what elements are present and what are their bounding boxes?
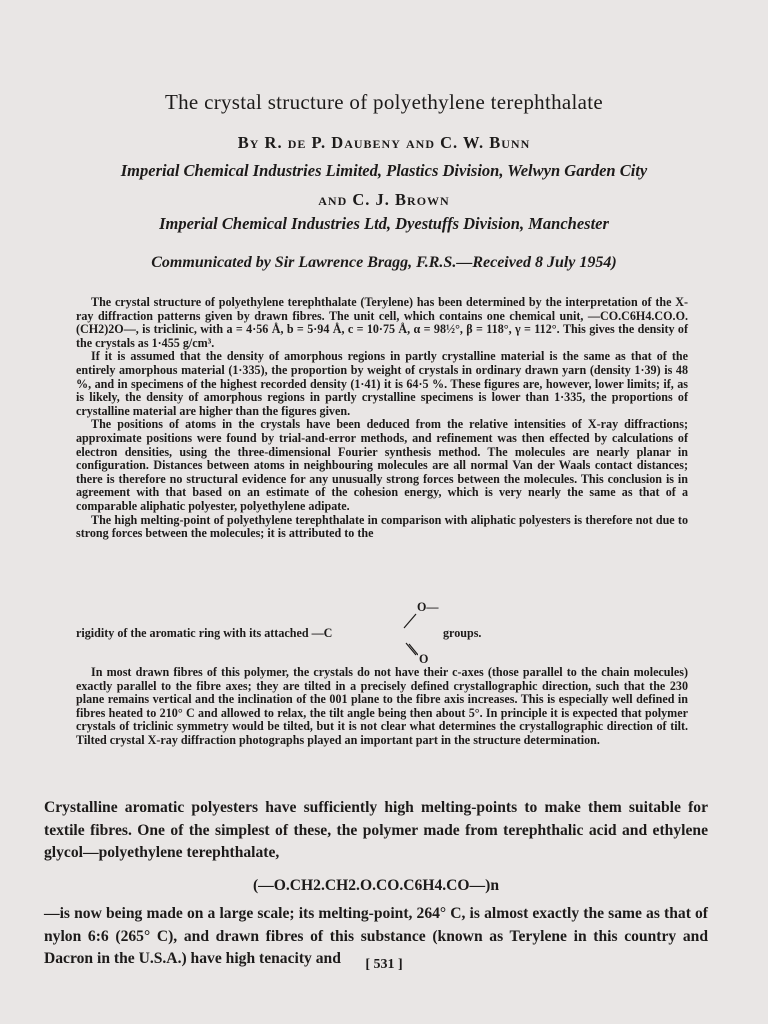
paper-title: The crystal structure of polyethylene terephthalate [164,90,604,114]
formula-text: rigidity of the aromatic ring with its attached —C [76,626,333,640]
communicated-line: Communicated by Sir Lawrence Bragg, F.R.S.—Received 8 July 1954) [151,254,617,271]
abstract-paragraph-3: The positions of atoms in the crystals have been deduced from the relative intensities of X-ray diffractions; approximate positions were found by trial-and-error methods, and refinement was then effected by calculations of electron densities, using the three-dimensional Fourier synthesis method. The molecules are nearly planar in configuration. Distances between atoms in neighbouring molecules are all normal Van der Waals contact distances; there is therefore no structural evidence for any unusually strong forces between the molecules. This conclusion is in agreement with that based on an estimate of the cohesion energy, which is very nearly the same as that of a comparable aliphatic polyester, polyethylene adipate. [76,417,688,513]
affiliation-1: Imperial Chemical Industries Limited, Plastics Division, Welwyn Garden City [120,161,648,180]
body-paragraph-2: —is now being made on a large scale; its melting-point, 264° C, is almost exactly the same as that of nylon 6:6 (265° C), and drawn fibres of this substance (known as Terylene in this country and Dacron in the U.S.A.) have high tenacity and [44,905,708,967]
abstract-paragraph-4: The high melting-point of polyethylene terephthalate in comparison with aliphatic polyesters is therefore not due to strong forces between the molecules; it is attributed to the [76,512,688,541]
formula-bond-lines [396,613,418,661]
polymer-equation: (—O.CH2.CH2.O.CO.C6H4.CO—)n [252,876,500,894]
body-text [44,797,708,971]
body-paragraph-1: Crystalline aromatic polyesters have sufficiently high melting-points to make them suitable for textile fibres. One of the simplest of these, the polymer made from terephthalic acid and ethylene glycol—polyethylene terephthalate, [44,799,708,861]
formula-oxygen-bottom: O [419,652,429,666]
formula-oxygen-top: O— [417,600,439,614]
author-line-1: By R. de P. Daubeny and C. W. Bunn [237,133,531,152]
abstract-paragraph-1: The crystal structure of polyethylene terephthalate (Terylene) has been determined by the interpretation of the X-ray diffraction patterns given by drawn fibres. The unit cell, which contains one chemical unit, —CO.C6H4.CO.O.(CH2)2O—, is triclinic, with a = 4·56 Å, b = 5·94 Å, c = 10·75 Å, α = 98½°, β = 118°, γ = 112°. This gives the density of the crystals as 1·455 g/cm³. [76,295,688,350]
abstract-paragraph-5: In most drawn fibres of this polymer, the crystals do not have their c-axes (those parallel to the chain molecules) exactly parallel to the fibre axes; they are tilted in a precisely defined crystallographic direction, such that the 230 plane remains vertical and the inclination of the 001 plane to the fibre axis increases. This is especially well defined in fibres heated to 210° C and allowed to relax, the tilt angle being then about 5°. In principle it is expected that polymer crystals of triclinic symmetry would be tilted, but it is not clear what determines the crystallographic direction of tilt. Tilted crystal X-ray diffraction photographs played an important part in the structure determination. [76,665,688,747]
author-line-2: and C. J. Brown [318,190,450,209]
abstract-block-continued [76,666,688,748]
affiliation-2: Imperial Chemical Industries Ltd, Dyestuffs Division, Manchester [159,214,609,233]
abstract-block [76,296,688,541]
page-number: [ 531 ] [365,957,403,972]
formula-groups-label: groups. [443,626,482,640]
abstract-paragraph-2: If it is assumed that the density of amorphous regions in partly crystalline material is the same as that of the entirely amorphous material (1·335), the proportion by weight of crystals in ordinary drawn yarn (density 1·39) is 48 %, and in specimens of the highest recorded density (1·41) it is 64·5 %. These figures are, however, lower limits; if, as is likely, the density of amorphous regions in partly crystalline specimens is lower than 1·335, the proportions of crystalline material are higher than the figures given. [76,349,688,418]
carboxyl-group-formula [76,596,688,668]
